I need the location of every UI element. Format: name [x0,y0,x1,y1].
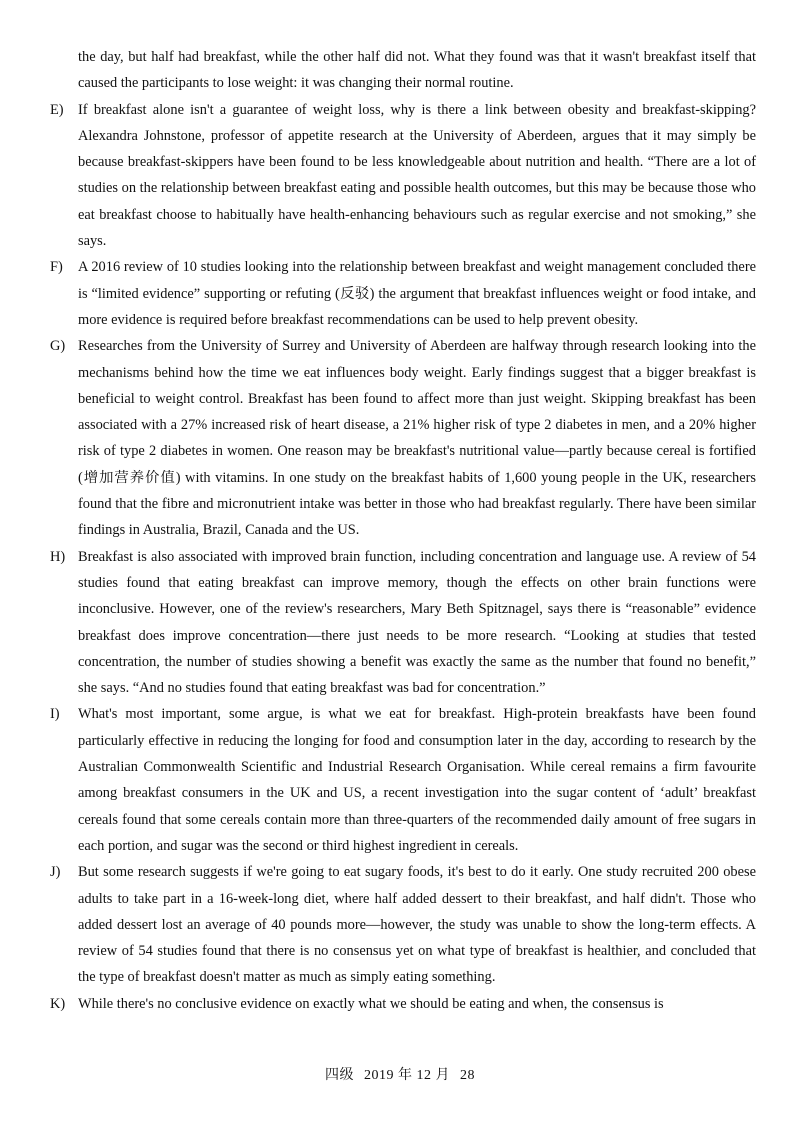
footer-exam: 四级 [325,1068,354,1083]
paragraph-label: G) [50,338,66,355]
paragraph-label: H) [50,548,66,565]
footer-date: 2019 年 12 月 [364,1068,450,1083]
paragraph-text: Breakfast is also associated with improved brain function, including concentration and language use. A review of 54 studies found that eating breakfast can improve memory, though the effects on other brain functions were inconclusive. However, one of the review's researchers, Mary Beth Spitznagel, says there is “reasonable” evidence breakfast does improve concentration—there just needs to be more research. “Looking at studies that tested concentration, the number of studies showing a benefit was exactly the same as the number that found no benefit,” she says. “And no studies found that eating breakfast was bad for concentration.” [78,548,756,697]
paragraph-k [50,991,756,1017]
paragraph-label: F) [50,259,63,276]
paragraph-text: A 2016 review of 10 studies looking into the relationship between breakfast and weight management concluded there is “limited evidence” supporting or refuting (反驳) the argument that breakfast influences weight or food intake, and more evidence is required before breakfast recommendations can be used to help prevent obesity. [78,259,756,328]
paragraph-text: But some research suggests if we're going to eat sugary foods, it's best to do it early. One study recruited 200 obese adults to take part in a 16-week-long diet, where half added dessert to their breakfast, and half didn't. Those who added dessert lost an average of 40 pounds more—however, the study was unable to show the long-term effects. A review of 54 studies found that there is no consensus yet on what type of breakfast is healthier, and concluded that the type of breakfast doesn't matter as much as simply eating something. [78,864,756,986]
paragraph-continuation: the day, but half had breakfast, while the other half did not. What they found was that it wasn't breakfast itself that caused the participants to lose weight: it was changing their normal routine. [78,49,756,92]
paragraph-i [50,701,756,859]
paragraph-f [50,254,756,333]
paragraph-h [50,544,756,702]
paragraph-j [50,859,756,990]
paragraph-label: I) [50,706,60,723]
paragraph-label: K) [50,995,66,1012]
paragraph-text: If breakfast alone isn't a guarantee of weight loss, why is there a link between obesity and breakfast-skipping? Alexandra Johnstone, professor of appetite research at the University of Aberdeen, argues that it may simply be because breakfast-skippers have been found to be less knowledgeable about nutrition and health. “There are a lot of studies on the relationship between breakfast eating and possible health outcomes, but this may be because those who eat breakfast choose to habitually have health-enhancing behaviours such as regular exercise and not smoking,” she says. [78,101,756,250]
paragraph-g [50,333,756,543]
paragraph-e [50,97,756,255]
page-footer [0,1064,800,1084]
paragraph-label: E) [50,101,64,118]
paragraph-text: Researches from the University of Surrey and University of Aberdeen are halfway through research looking into the mechanisms behind how the time we eat influences body weight. Early findings suggest that a bigger breakfast is beneficial to weight control. Breakfast has been found to affect more than just weight. Skipping breakfast has been associated with a 27% increased risk of heart disease, a 21% higher risk of type 2 diabetes in men, and a 20% higher risk of type 2 diabetes in women. One reason may be breakfast's nutritional value—partly because cereal is fortified (增加营养价值) with vitamins. In one study on the breakfast habits of 1,600 young people in the UK, researchers found that the fibre and micronutrient intake was better in those who had breakfast regularly. There have been similar findings in Australia, Brazil, Canada and the US. [78,338,756,539]
footer-page-number: 28 [460,1068,475,1083]
paragraph-text: While there's no conclusive evidence on exactly what we should be eating and when, the consensus is [78,995,664,1012]
paragraph-text: What's most important, some argue, is what we eat for breakfast. High-protein breakfasts have been found particularly effective in reducing the longing for food and consumption later in the day, according to research by the Australian Commonwealth Scientific and Industrial Research Organisation. While cereal remains a firm favourite among breakfast consumers in the UK and US, a recent investigation into the sugar content of ‘adult’ breakfast cereals found that some cereals contain more than three-quarters of the recommended daily amount of free sugars in each portion, and sugar was the second or third highest ingredient in cereals. [78,706,756,854]
paragraph-label: J) [50,864,61,881]
